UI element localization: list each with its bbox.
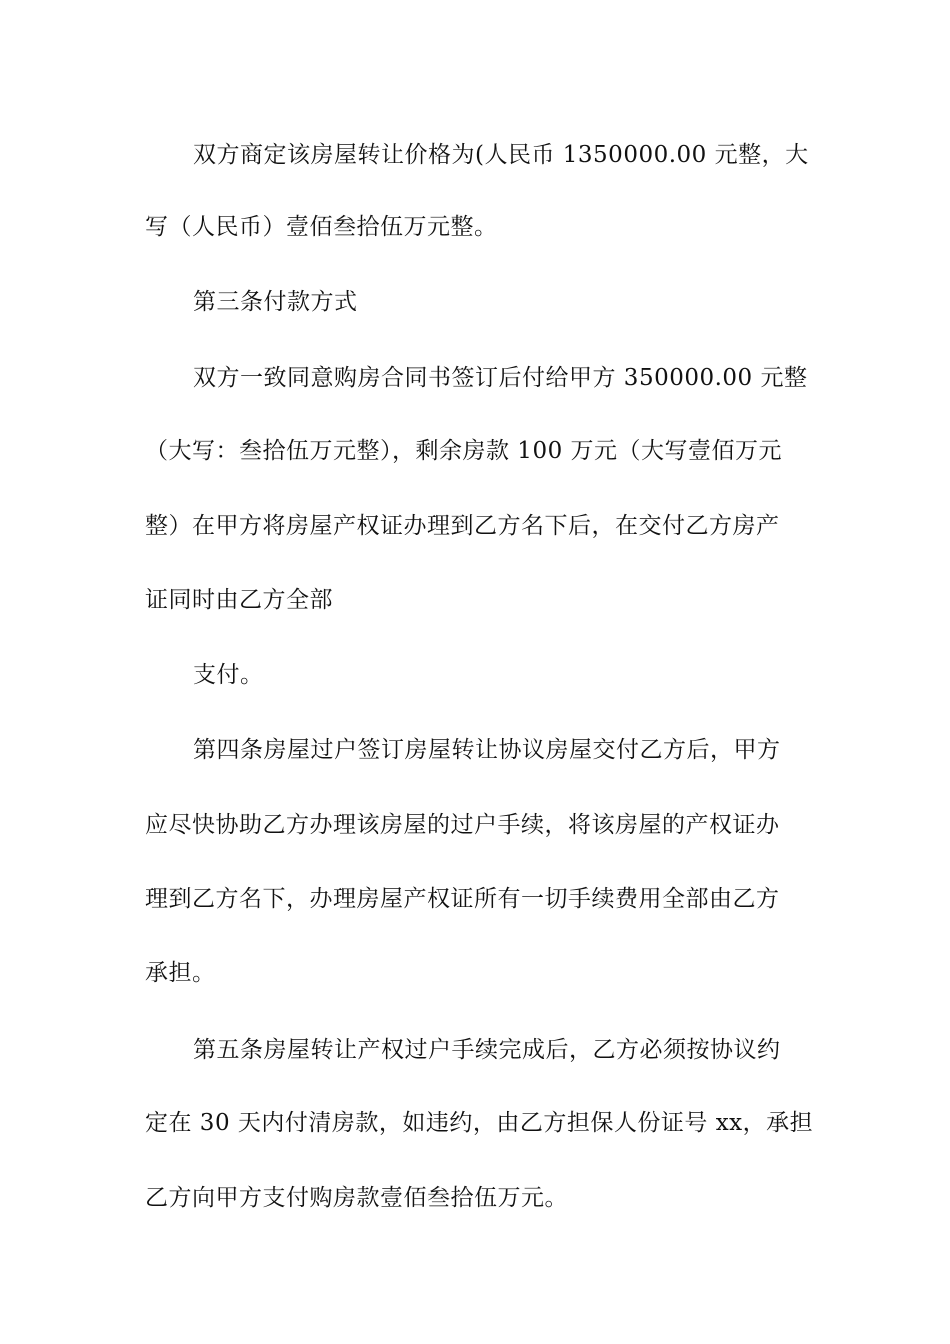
paragraph-payment-line-4: 证同时由乙方全部 bbox=[145, 587, 333, 613]
paragraph-price-line-2: 写（人民币）壹佰叁拾伍万元整。 bbox=[145, 214, 498, 240]
paragraph-article-4-line-1: 第四条房屋过户签订房屋转让协议房屋交付乙方后，甲方 bbox=[193, 737, 781, 763]
article-3-heading: 第三条付款方式 bbox=[193, 289, 358, 315]
paragraph-article-4-line-3: 理到乙方名下，办理房屋产权证所有一切手续费用全部由乙方 bbox=[145, 886, 780, 912]
paragraph-article-4-line-2: 应尽快协助乙方办理该房屋的过户手续，将该房屋的产权证办 bbox=[145, 812, 780, 838]
paragraph-payment-continued: 支付。 bbox=[193, 662, 264, 688]
paragraph-article-5-line-2: 定在 30 天内付清房款，如违约，由乙方担保人份证号 xx，承担 bbox=[145, 1110, 814, 1136]
paragraph-payment-line-3: 整）在甲方将房屋产权证办理到乙方名下后，在交付乙方房产 bbox=[145, 513, 780, 539]
paragraph-payment-line-2: （大写：叁拾伍万元整），剩余房款 100 万元（大写壹佰万元 bbox=[145, 438, 783, 464]
paragraph-article-5-line-1: 第五条房屋转让产权过户手续完成后，乙方必须按协议约 bbox=[193, 1037, 781, 1063]
paragraph-article-5-line-3: 乙方向甲方支付购房款壹佰叁拾伍万元。 bbox=[145, 1185, 568, 1211]
paragraph-article-4-line-4: 承担。 bbox=[145, 960, 216, 986]
paragraph-price-line-1: 双方商定该房屋转让价格为(人民币 1350000.00 元整，大 bbox=[193, 142, 809, 168]
paragraph-payment-line-1: 双方一致同意购房合同书签订后付给甲方 350000.00 元整 bbox=[193, 365, 808, 391]
